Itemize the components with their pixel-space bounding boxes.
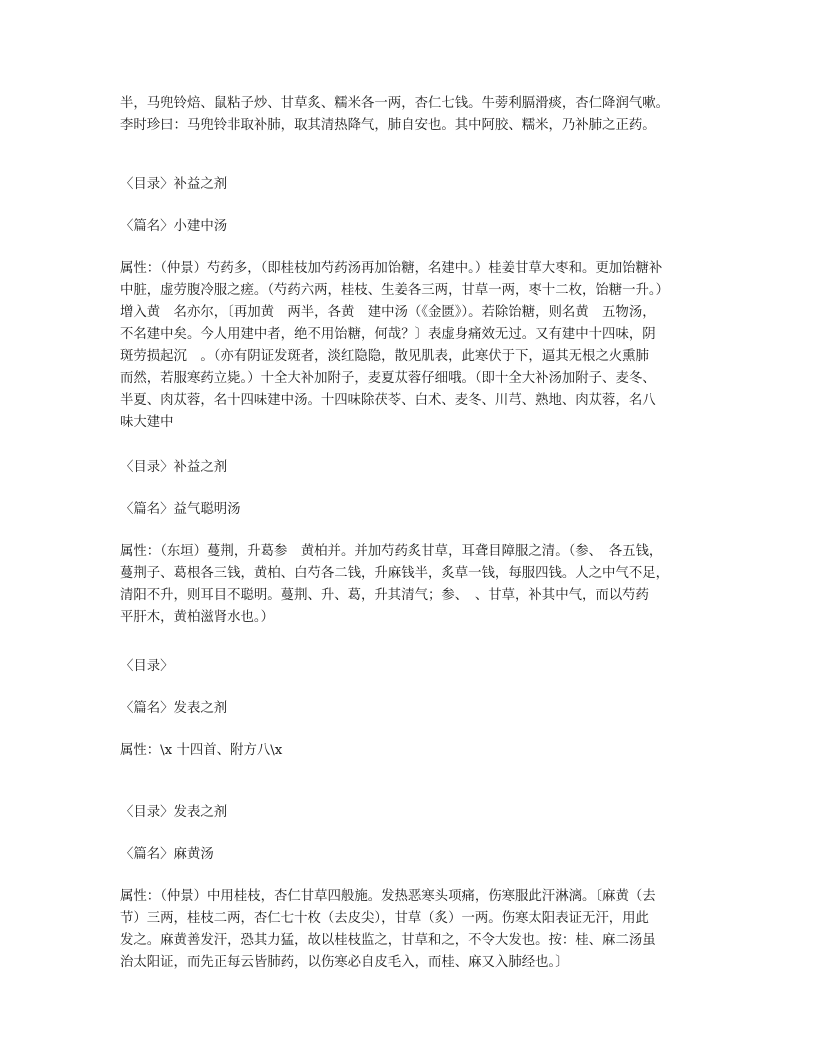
body-line: 发之。麻黄善发汗，恐其力猛，故以桂枝监之，甘草和之，不令大发也。按：桂、麻二汤虽 xyxy=(120,933,656,948)
entry-body xyxy=(120,258,695,434)
body-line: 不名建中矣。今人用建中者，绝不用饴糖，何哉？〕表虚身痛效无过。又有建中十四味，阴 xyxy=(120,327,656,342)
intro-paragraph xyxy=(120,93,700,137)
entry-title: 〈篇名〉麻黄汤 xyxy=(120,847,214,862)
entry-title: 〈篇名〉益气聪明汤 xyxy=(120,502,241,517)
body-line: 属性：\x 十四首、附方八\x xyxy=(120,743,283,758)
catalog-label: 〈目录〉补益之剂 xyxy=(120,177,228,192)
body-line: 蔓荆子、葛根各三钱，黄柏、白芍各二钱，升麻钱半，炙草一钱，每服四钱。人之中气不足， xyxy=(120,566,670,581)
body-line: 而然，若服寒药立毙。）十全大补加附子，麦夏苁蓉仔细哦。（即十全大补汤加附子、麦冬、 xyxy=(120,371,656,386)
body-line: 节）三两，桂枝二两，杏仁七十枚（去皮尖），甘草（炙）一两。伤寒太阳表证无汗，用此 xyxy=(120,911,649,926)
body-line: 味大建中 xyxy=(120,415,174,430)
entry-xiao-jian-zhong-tang xyxy=(120,174,700,434)
intro-line: 李时珍曰：马兜铃非取补肺，取其清热降气，肺自安也。其中阿胶、糯米，乃补肺之正药。 xyxy=(120,118,656,133)
entry-body xyxy=(120,740,695,762)
body-line: 半夏、肉苁蓉，名十四味建中汤。十四味除茯苓、白术、麦冬、川芎、熟地、肉苁蓉，名八 xyxy=(120,393,656,408)
body-line: 增入黄 名亦尔，〔再加黄 两半，各黄 建中汤（《金匮》）。若除饴糖，则名黄 五物汤， xyxy=(120,305,656,320)
body-line: 斑劳损起沉 。（亦有阴证发斑者，淡红隐隐，散见肌表，此寒伏于下，逼其无根之火熏肺 xyxy=(120,349,649,364)
entry-ma-huang-tang xyxy=(120,802,700,974)
body-line: 中脏，虚劳腹冷服之瘥。（芍药六两，桂枝、生姜各三两，甘草一两，枣十二枚，饴糖一升。） xyxy=(120,283,670,298)
catalog-label: 〈目录〉补益之剂 xyxy=(120,460,228,475)
entry-body xyxy=(120,541,695,629)
body-line: 属性：（仲景）芍药多，（即桂枝加芍药汤再加饴糖，名建中。）桂姜甘草大枣和。更加饴糖补 xyxy=(120,261,663,276)
body-line: 清阳不升，则耳目不聪明。蔓荆、升、葛，升其清气；参、 、甘草，补其中气，而以芍药 xyxy=(120,588,649,603)
body-line: 治太阳证，而先正每云皆肺药，以伤寒必自皮毛入，而桂、麻又入肺经也。〕 xyxy=(120,955,569,970)
body-line: 属性：（东垣）蔓荆，升葛参 黄柏并。并加芍药炙甘草，耳聋目障服之清。（参、 各五钱， xyxy=(120,544,663,559)
entry-title: 〈篇名〉发表之剂 xyxy=(120,701,228,716)
entry-fa-biao-zhi-ji xyxy=(120,656,700,762)
body-line: 平肝木，黄柏滋肾水也。） xyxy=(120,610,274,625)
entry-yi-qi-cong-ming-tang xyxy=(120,457,700,629)
catalog-label: 〈目录〉 xyxy=(120,659,174,674)
intro-line: 半，马兜铃焙、鼠粘子炒、甘草炙、糯米各一两，杏仁七钱。牛蒡利膈滑痰，杏仁降润气嗽。 xyxy=(120,96,670,111)
entry-title: 〈篇名〉小建中汤 xyxy=(120,219,228,234)
catalog-label: 〈目录〉发表之剂 xyxy=(120,805,228,820)
entry-body xyxy=(120,886,695,974)
body-line: 属性：（仲景）中用桂枝，杏仁甘草四般施。发热恶寒头项痛，伤寒服此汗淋漓。〔麻黄（去 xyxy=(120,889,656,904)
